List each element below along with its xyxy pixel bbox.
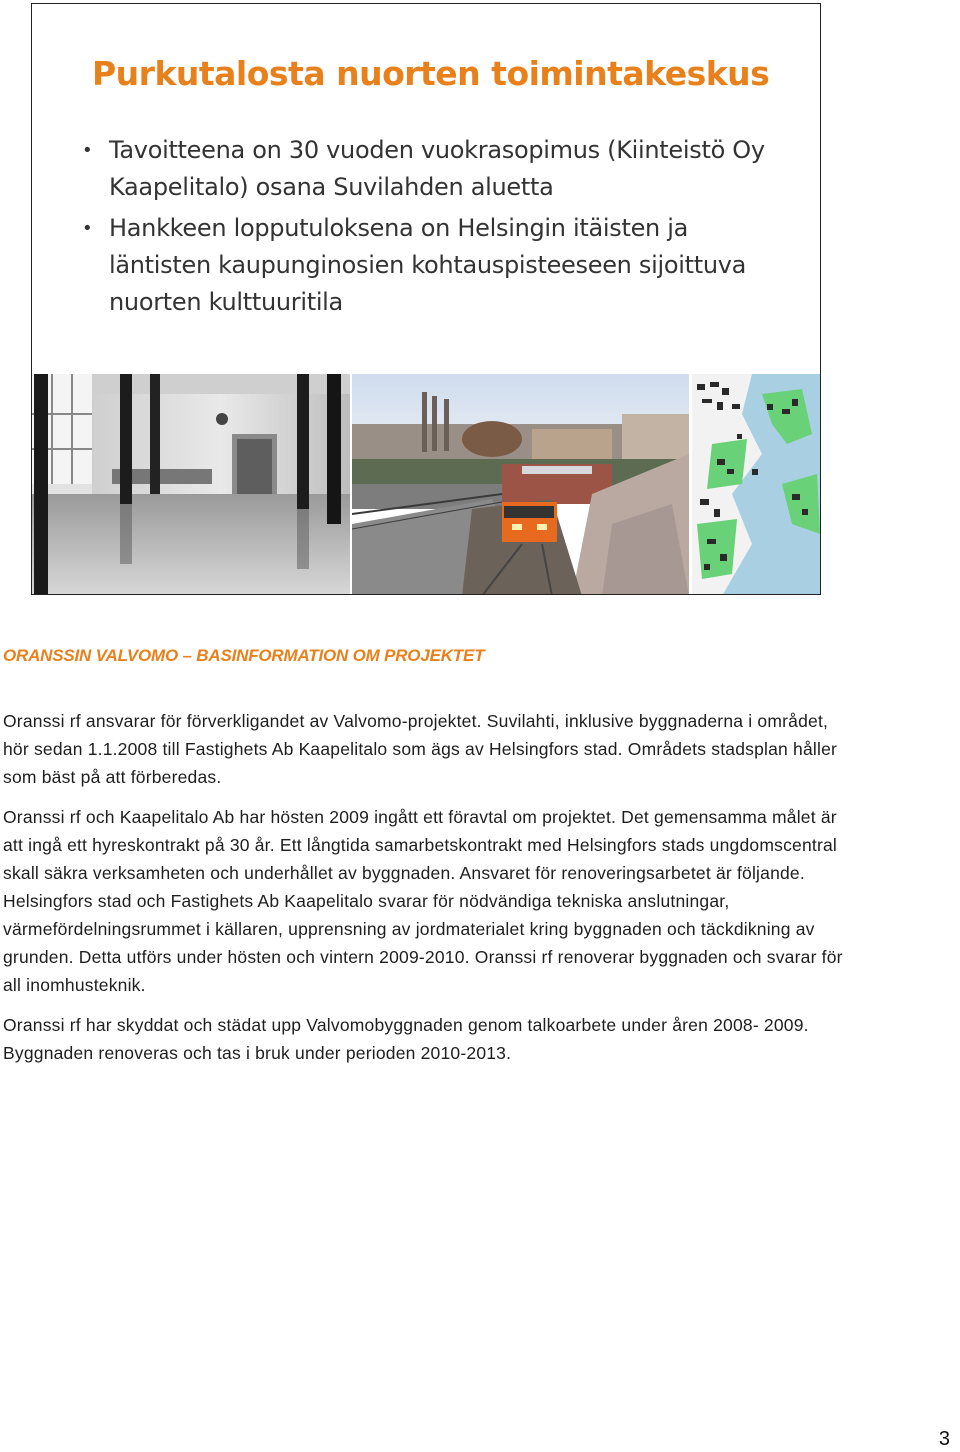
district-map-image — [692, 374, 821, 595]
slide-title: Purkutalosta nuorten toimintakeskus — [92, 54, 770, 93]
metro-train-photo — [352, 374, 689, 595]
slide-bullet — [82, 132, 772, 206]
slide-bullet-text: Hankkeen lopputuloksena on Helsingin itäisten ja läntisten kaupunginosien kohtauspisteeseen sijoittuva nuorten kulttuuritila — [109, 214, 747, 316]
slide-bullet — [82, 210, 772, 321]
bullet-dot-icon: • — [82, 218, 93, 239]
body-paragraph: Oranssi rf och Kaapelitalo Ab har hösten 2009 ingått ett föravtal om projektet. Det gemensamma målet är att ingå ett hyreskontrakt på 30 år. Ett långtida samarbetskontrakt med Helsingfors stads ungdomscentral skall säkra verksamheten och underhållet av byggnaden. Ansvaret för renoveringsarbetet är följande. Helsingfors stad och Fastighets Ab Kaapelitalo svarar för nödvändiga tekniska anslutningar, värmefördelningsrummet i källaren, upprensning av jordmaterialet kring byggnaden och täckdikning av grunden. Detta utförs under hösten och vintern 2009-2010. Oranssi rf renoverar byggnaden och svarar för all inomhusteknik. — [3, 807, 843, 995]
bullet-dot-icon: • — [82, 140, 93, 161]
interior-hall-photo — [32, 374, 350, 595]
page-number: 3 — [938, 1428, 950, 1450]
slide-bullet-list — [82, 132, 772, 325]
presentation-slide — [31, 3, 821, 595]
body-paragraph: Oranssi rf ansvarar för förverkligandet av Valvomo-projektet. Suvilahti, inklusive byggnaderna i området, hör sedan 1.1.2008 till Fastighets Ab Kaapelitalo som ägs av Helsingfors stad. Områdets stadsplan håller som bäst på att förberedas. — [3, 711, 838, 787]
slide-bullet-text: Tavoitteena on 30 vuoden vuokrasopimus (Kiinteistö Oy Kaapelitalo) osana Suvilahden aluetta — [109, 136, 765, 201]
slide-photo-strip — [32, 374, 821, 595]
document-body — [3, 707, 853, 1079]
section-heading: ORANSSIN VALVOMO – BASINFORMATION OM PROJEKTET — [3, 646, 485, 665]
body-paragraph: Oranssi rf har skyddat och städat upp Valvomobyggnaden genom talkoarbete under åren 2008- 2009. Byggnaden renoveras och tas i bruk under perioden 2010-2013. — [3, 1015, 809, 1063]
